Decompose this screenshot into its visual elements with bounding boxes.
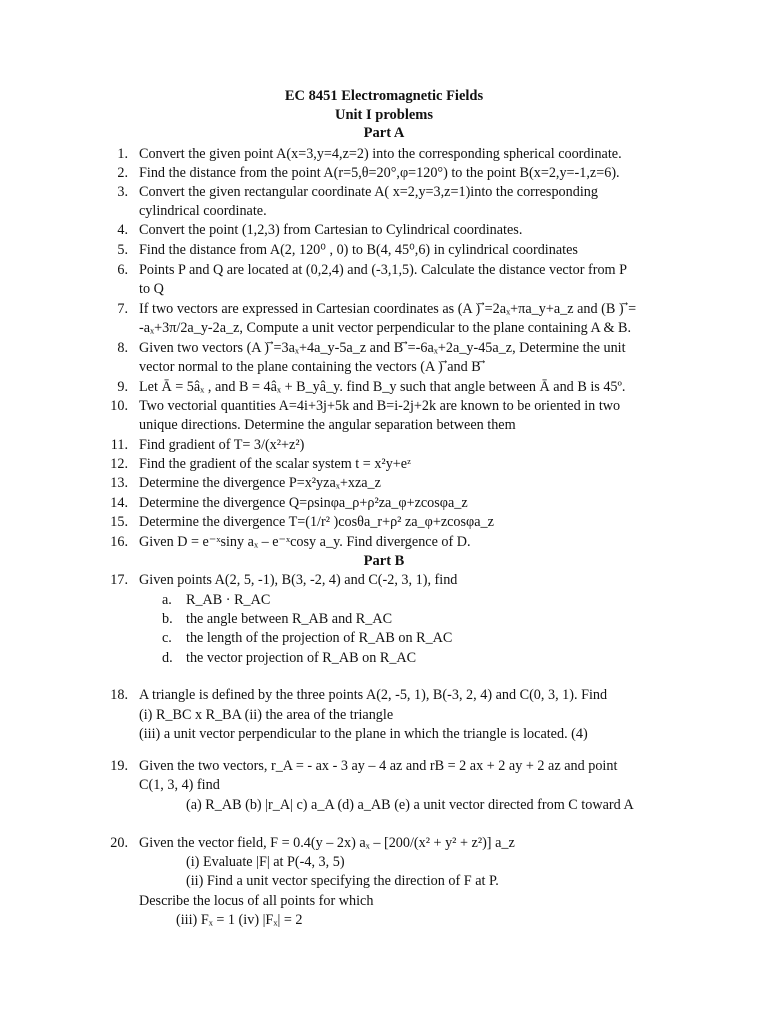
subitem-letter: a. bbox=[162, 592, 172, 608]
question-text: Two vectorial quantities A=4i+3j+5k and B=i-2j+2k are known to be oriented in two bbox=[139, 398, 621, 414]
question-text: Given D = e⁻ˣsiny aₓ – e⁻ˣcosy a_y. Find divergence of D. bbox=[139, 534, 471, 550]
question-text: Determine the divergence P=x²yzaₓ+xza_z bbox=[139, 475, 381, 491]
subitem-letter: b. bbox=[162, 611, 173, 627]
question-text: Find the distance from the point A(r=5,θ=20°,φ=120°) to the point B(x=2,y=-1,z=6). bbox=[139, 165, 620, 181]
question-number: 5. bbox=[117, 242, 128, 258]
question-text: A triangle is defined by the three points A(2, -5, 1), B(-3, 2, 4) and C(0, 3, 1). Find bbox=[139, 687, 608, 703]
question-number: 16. bbox=[110, 534, 128, 550]
question-number: 6. bbox=[117, 262, 128, 278]
question-text: Convert the point (1,2,3) from Cartesian to Cylindrical coordinates. bbox=[139, 222, 523, 238]
question-text: unique directions. Determine the angular separation between them bbox=[139, 417, 516, 433]
question-number: 13. bbox=[110, 475, 128, 491]
question-text: Given the two vectors, r_A = - ax - 3 ay – 4 az and rB = 2 ax + 2 ay + 2 az and point bbox=[139, 758, 618, 774]
question-number: 20. bbox=[110, 835, 128, 851]
question-text: C(1, 3, 4) find bbox=[139, 777, 220, 793]
question-number: 8. bbox=[117, 340, 128, 356]
question-number: 15. bbox=[110, 514, 128, 530]
question-number: 17. bbox=[110, 572, 128, 588]
question-number: 3. bbox=[117, 184, 128, 200]
question-text: (iii) a unit vector perpendicular to the plane in which the triangle is located. (4) bbox=[139, 726, 588, 742]
question-number: 7. bbox=[117, 301, 128, 317]
question-text: Given two vectors (A ) ⃗=3aₓ+4a_y-5a_z and B ⃗=-6aₓ+2a_y-45a_z, Determine the unit bbox=[139, 340, 626, 356]
question-number: 12. bbox=[110, 456, 128, 472]
question-text: (a) R_AB (b) |r_A| c) a_A (d) a_AB (e) a unit vector directed from C toward A bbox=[186, 797, 634, 813]
question-text: (i) R_BC x R_BA (ii) the area of the triangle bbox=[139, 707, 394, 723]
question-text: Points P and Q are located at (0,2,4) and (-3,1,5). Calculate the distance vector from P bbox=[139, 262, 628, 278]
subitem-letter: d. bbox=[162, 650, 173, 666]
question-text: Find the gradient of the scalar system t = x²y+eᶻ bbox=[139, 456, 411, 472]
unit-heading: Unit I problems bbox=[334, 107, 434, 123]
question-text: Find gradient of T= 3/(x²+z²) bbox=[139, 437, 305, 453]
subitem-text: the angle between R_AB and R_AC bbox=[186, 611, 393, 627]
question-text: Determine the divergence Q=ρsinφa_ρ+ρ²za_φ+zcosφa_z bbox=[139, 495, 468, 511]
question-text: (iii) Fₓ = 1 (iv) |Fₓ| = 2 bbox=[176, 912, 303, 928]
question-number: 10. bbox=[110, 398, 128, 414]
question-text: Given points A(2, 5, -1), B(3, -2, 4) and C(-2, 3, 1), find bbox=[139, 572, 458, 588]
question-text: -aₓ+3π/2a_y-2a_z, Compute a unit vector perpendicular to the plane containing A & B. bbox=[139, 320, 632, 336]
question-text: Determine the divergence T=(1/r² )cosθa_r+ρ² za_φ+zcosφa_z bbox=[139, 514, 494, 530]
question-text: (ii) Find a unit vector specifying the direction of F at P. bbox=[186, 873, 499, 889]
question-text: Convert the given rectangular coordinate A( x=2,y=3,z=1)into the corresponding bbox=[139, 184, 598, 200]
subitem-letter: c. bbox=[162, 630, 172, 646]
subitem-text: the length of the projection of R_AB on R_AC bbox=[186, 630, 453, 646]
question-number: 9. bbox=[117, 379, 128, 395]
part-a-heading: Part A bbox=[363, 125, 405, 141]
subitem-text: the vector projection of R_AB on R_AC bbox=[186, 650, 417, 666]
question-number: 11. bbox=[110, 437, 128, 453]
question-text: Convert the given point A(x=3,y=4,z=2) into the corresponding spherical coordinate. bbox=[139, 146, 622, 162]
question-text: cylindrical coordinate. bbox=[139, 203, 267, 219]
question-text: vector normal to the plane containing the vectors (A ) ⃗and B ⃗ bbox=[139, 359, 486, 375]
document-title: EC 8451 Electromagnetic Fields bbox=[284, 88, 484, 104]
question-number: 1. bbox=[117, 146, 128, 162]
question-text: to Q bbox=[139, 281, 164, 297]
question-text: If two vectors are expressed in Cartesian coordinates as (A ) ⃗=2aₓ+πa_y+a_z and (B ) ⃗= bbox=[139, 301, 637, 317]
question-text: Let Ā = 5âₓ , and B = 4âₓ + B_yâ_y. find B_y such that angle between Ā and B is 45º. bbox=[139, 379, 626, 395]
question-number: 4. bbox=[117, 222, 128, 238]
question-number: 19. bbox=[110, 758, 128, 774]
question-text: Given the vector field, F = 0.4(y – 2x) aₓ – [200/(x² + y² + z²)] a_z bbox=[139, 835, 515, 851]
subitem-text: R_AB · R_AC bbox=[186, 592, 271, 608]
question-text: (i) Evaluate |F| at P(-4, 3, 5) bbox=[186, 854, 345, 870]
part-b-heading: Part B bbox=[363, 553, 405, 569]
question-number: 14. bbox=[110, 495, 128, 511]
question-text: Describe the locus of all points for which bbox=[139, 893, 374, 909]
question-text: Find the distance from A(2, 120⁰ , 0) to B(4, 45⁰,6) in cylindrical coordinates bbox=[139, 242, 578, 258]
question-number: 2. bbox=[117, 165, 128, 181]
question-number: 18. bbox=[110, 687, 128, 703]
